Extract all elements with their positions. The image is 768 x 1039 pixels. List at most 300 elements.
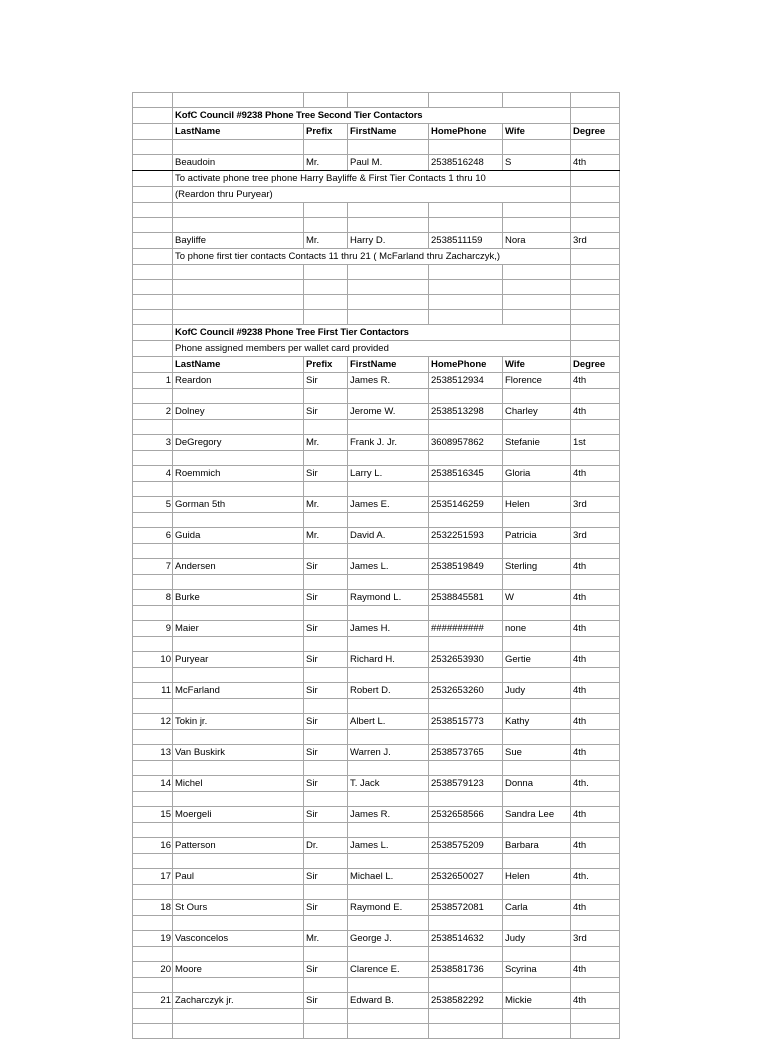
colhead-degree[interactable]: Degree bbox=[571, 357, 620, 373]
cell-last-name[interactable]: Paul bbox=[173, 869, 304, 885]
cell-home-phone[interactable]: 2532653930 bbox=[429, 652, 503, 668]
empty-cell[interactable] bbox=[133, 265, 173, 280]
empty-cell[interactable] bbox=[304, 947, 348, 962]
cell-wife[interactable]: Stefanie bbox=[503, 435, 571, 451]
empty-cell[interactable] bbox=[173, 606, 304, 621]
empty-cell[interactable] bbox=[348, 730, 429, 745]
cell-wife[interactable]: S bbox=[503, 155, 571, 171]
cell-home-phone[interactable]: 2538513298 bbox=[429, 404, 503, 420]
empty-cell[interactable] bbox=[571, 916, 620, 931]
empty-cell[interactable] bbox=[429, 947, 503, 962]
cell-first-name[interactable]: David A. bbox=[348, 528, 429, 544]
empty-cell[interactable] bbox=[348, 513, 429, 528]
cell-prefix[interactable]: Sir bbox=[304, 559, 348, 575]
cell-first-name[interactable]: James H. bbox=[348, 621, 429, 637]
empty-cell[interactable] bbox=[173, 792, 304, 807]
empty-cell[interactable] bbox=[173, 575, 304, 590]
empty-cell[interactable] bbox=[503, 389, 571, 404]
cell-last-name[interactable]: Vasconcelos bbox=[173, 931, 304, 947]
cell-wife[interactable]: Judy bbox=[503, 931, 571, 947]
empty-cell[interactable] bbox=[503, 854, 571, 869]
empty-cell[interactable] bbox=[503, 637, 571, 652]
cell-degree[interactable]: 4th bbox=[571, 714, 620, 730]
cell-degree[interactable]: 4th bbox=[571, 745, 620, 761]
empty-cell[interactable] bbox=[304, 792, 348, 807]
empty-cell[interactable] bbox=[304, 280, 348, 295]
empty-cell[interactable] bbox=[503, 978, 571, 993]
empty-cell[interactable] bbox=[571, 325, 620, 341]
empty-cell[interactable] bbox=[571, 1009, 620, 1024]
cell-degree[interactable]: 4th bbox=[571, 652, 620, 668]
cell-prefix[interactable]: Sir bbox=[304, 683, 348, 699]
empty-cell[interactable] bbox=[503, 1009, 571, 1024]
empty-cell[interactable] bbox=[133, 310, 173, 325]
cell-home-phone[interactable]: 2538519849 bbox=[429, 559, 503, 575]
cell-degree[interactable]: 3rd bbox=[571, 931, 620, 947]
empty-cell[interactable] bbox=[304, 916, 348, 931]
empty-cell[interactable] bbox=[571, 265, 620, 280]
empty-cell[interactable] bbox=[173, 1024, 304, 1039]
empty-cell[interactable] bbox=[304, 420, 348, 435]
empty-cell[interactable] bbox=[429, 451, 503, 466]
empty-cell[interactable] bbox=[571, 249, 620, 265]
cell-degree[interactable]: 3rd bbox=[571, 233, 620, 249]
empty-cell[interactable] bbox=[133, 280, 173, 295]
empty-cell[interactable] bbox=[503, 295, 571, 310]
cell-degree[interactable]: 4th bbox=[571, 683, 620, 699]
empty-cell[interactable] bbox=[304, 482, 348, 497]
cell-degree[interactable]: 4th. bbox=[571, 869, 620, 885]
row-number[interactable]: 17 bbox=[133, 869, 173, 885]
cell-degree[interactable]: 4th bbox=[571, 962, 620, 978]
row-number[interactable] bbox=[133, 233, 173, 249]
empty-cell[interactable] bbox=[503, 140, 571, 155]
cell-prefix[interactable]: Mr. bbox=[304, 155, 348, 171]
empty-cell[interactable] bbox=[571, 854, 620, 869]
empty-cell[interactable] bbox=[173, 451, 304, 466]
cell-last-name[interactable]: St Ours bbox=[173, 900, 304, 916]
cell-wife[interactable]: Gloria bbox=[503, 466, 571, 482]
empty-cell[interactable] bbox=[304, 295, 348, 310]
empty-cell[interactable] bbox=[348, 265, 429, 280]
cell-wife[interactable]: Helen bbox=[503, 497, 571, 513]
empty-cell[interactable] bbox=[429, 265, 503, 280]
empty-cell[interactable] bbox=[429, 544, 503, 559]
empty-cell[interactable] bbox=[133, 978, 173, 993]
empty-cell[interactable] bbox=[304, 978, 348, 993]
empty-cell[interactable] bbox=[133, 885, 173, 900]
cell-home-phone[interactable]: 2532650027 bbox=[429, 869, 503, 885]
empty-cell[interactable] bbox=[304, 218, 348, 233]
cell-wife[interactable]: Barbara bbox=[503, 838, 571, 854]
cell-home-phone[interactable]: 2538575209 bbox=[429, 838, 503, 854]
empty-cell[interactable] bbox=[429, 792, 503, 807]
cell-prefix[interactable]: Sir bbox=[304, 807, 348, 823]
cell-degree[interactable]: 4th bbox=[571, 807, 620, 823]
empty-cell[interactable] bbox=[503, 761, 571, 776]
empty-cell[interactable] bbox=[133, 1009, 173, 1024]
empty-cell[interactable] bbox=[304, 265, 348, 280]
empty-cell[interactable] bbox=[348, 606, 429, 621]
empty-cell[interactable] bbox=[503, 544, 571, 559]
cell-wife[interactable]: Florence bbox=[503, 373, 571, 389]
second-tier-note-1a[interactable]: To activate phone tree phone Harry Bayliffe & First Tier Contacts 1 thru 10 bbox=[173, 171, 571, 187]
cell-last-name[interactable]: Beaudoin bbox=[173, 155, 304, 171]
empty-cell[interactable] bbox=[304, 93, 348, 108]
empty-cell[interactable] bbox=[571, 885, 620, 900]
cell-last-name[interactable]: Patterson bbox=[173, 838, 304, 854]
cell-home-phone[interactable]: 3608957862 bbox=[429, 435, 503, 451]
empty-cell[interactable] bbox=[429, 823, 503, 838]
empty-cell[interactable] bbox=[173, 699, 304, 714]
cell-prefix[interactable]: Mr. bbox=[304, 497, 348, 513]
empty-cell[interactable] bbox=[133, 389, 173, 404]
empty-cell[interactable] bbox=[304, 637, 348, 652]
cell-first-name[interactable]: Richard H. bbox=[348, 652, 429, 668]
empty-cell[interactable] bbox=[348, 699, 429, 714]
cell-home-phone[interactable]: 2532653260 bbox=[429, 683, 503, 699]
cell-degree[interactable]: 4th bbox=[571, 559, 620, 575]
empty-cell[interactable] bbox=[133, 203, 173, 218]
empty-cell[interactable] bbox=[429, 1009, 503, 1024]
row-number[interactable]: 20 bbox=[133, 962, 173, 978]
cell-last-name[interactable]: Moore bbox=[173, 962, 304, 978]
empty-cell[interactable] bbox=[133, 637, 173, 652]
second-tier-note-2[interactable]: To phone first tier contacts Contacts 11 thru 21 ( McFarland thru Zacharczyk,) bbox=[173, 249, 571, 265]
empty-cell[interactable] bbox=[304, 854, 348, 869]
empty-cell[interactable] bbox=[173, 668, 304, 683]
empty-cell[interactable] bbox=[571, 140, 620, 155]
empty-cell[interactable] bbox=[133, 108, 173, 124]
cell-last-name[interactable]: Tokin jr. bbox=[173, 714, 304, 730]
empty-cell[interactable] bbox=[571, 792, 620, 807]
empty-cell[interactable] bbox=[173, 389, 304, 404]
empty-cell[interactable] bbox=[429, 606, 503, 621]
empty-cell[interactable] bbox=[571, 1024, 620, 1039]
empty-cell[interactable] bbox=[503, 513, 571, 528]
cell-last-name[interactable]: Guida bbox=[173, 528, 304, 544]
cell-first-name[interactable]: Frank J. Jr. bbox=[348, 435, 429, 451]
empty-cell[interactable] bbox=[348, 947, 429, 962]
empty-cell[interactable] bbox=[133, 916, 173, 931]
cell-home-phone[interactable]: 2532251593 bbox=[429, 528, 503, 544]
cell-last-name[interactable]: Zacharczyk jr. bbox=[173, 993, 304, 1009]
cell-degree[interactable]: 4th bbox=[571, 838, 620, 854]
empty-cell[interactable] bbox=[133, 171, 173, 187]
empty-cell[interactable] bbox=[348, 451, 429, 466]
cell-first-name[interactable]: Harry D. bbox=[348, 233, 429, 249]
cell-last-name[interactable]: McFarland bbox=[173, 683, 304, 699]
empty-cell[interactable] bbox=[133, 1024, 173, 1039]
colhead-wife[interactable]: Wife bbox=[503, 357, 571, 373]
colhead-first-name[interactable]: FirstName bbox=[348, 357, 429, 373]
empty-cell[interactable] bbox=[503, 575, 571, 590]
empty-cell[interactable] bbox=[348, 885, 429, 900]
empty-cell[interactable] bbox=[173, 295, 304, 310]
empty-cell[interactable] bbox=[348, 140, 429, 155]
cell-wife[interactable]: Scyrina bbox=[503, 962, 571, 978]
row-number[interactable]: 13 bbox=[133, 745, 173, 761]
cell-wife[interactable]: Helen bbox=[503, 869, 571, 885]
empty-cell[interactable] bbox=[173, 310, 304, 325]
second-tier-title[interactable]: KofC Council #9238 Phone Tree Second Tier Contactors bbox=[173, 108, 571, 124]
cell-first-name[interactable]: Jerome W. bbox=[348, 404, 429, 420]
colhead-number[interactable] bbox=[133, 357, 173, 373]
empty-cell[interactable] bbox=[133, 699, 173, 714]
empty-cell[interactable] bbox=[429, 730, 503, 745]
empty-cell[interactable] bbox=[173, 280, 304, 295]
cell-home-phone[interactable]: 2538572081 bbox=[429, 900, 503, 916]
empty-cell[interactable] bbox=[133, 451, 173, 466]
cell-first-name[interactable]: Clarence E. bbox=[348, 962, 429, 978]
empty-cell[interactable] bbox=[429, 761, 503, 776]
empty-cell[interactable] bbox=[133, 854, 173, 869]
empty-cell[interactable] bbox=[348, 668, 429, 683]
row-number[interactable]: 1 bbox=[133, 373, 173, 389]
cell-degree[interactable]: 4th bbox=[571, 621, 620, 637]
cell-wife[interactable]: Sterling bbox=[503, 559, 571, 575]
cell-prefix[interactable]: Sir bbox=[304, 373, 348, 389]
empty-cell[interactable] bbox=[503, 1024, 571, 1039]
empty-cell[interactable] bbox=[133, 249, 173, 265]
cell-home-phone[interactable]: 2538512934 bbox=[429, 373, 503, 389]
empty-cell[interactable] bbox=[133, 761, 173, 776]
cell-prefix[interactable]: Sir bbox=[304, 621, 348, 637]
cell-degree[interactable]: 4th bbox=[571, 404, 620, 420]
cell-last-name[interactable]: Andersen bbox=[173, 559, 304, 575]
empty-cell[interactable] bbox=[348, 295, 429, 310]
row-number[interactable]: 6 bbox=[133, 528, 173, 544]
empty-cell[interactable] bbox=[503, 792, 571, 807]
cell-prefix[interactable]: Sir bbox=[304, 714, 348, 730]
cell-last-name[interactable]: Gorman 5th bbox=[173, 497, 304, 513]
empty-cell[interactable] bbox=[571, 310, 620, 325]
cell-prefix[interactable]: Sir bbox=[304, 404, 348, 420]
empty-cell[interactable] bbox=[429, 916, 503, 931]
empty-cell[interactable] bbox=[173, 93, 304, 108]
cell-first-name[interactable]: Raymond L. bbox=[348, 590, 429, 606]
row-number[interactable]: 2 bbox=[133, 404, 173, 420]
cell-last-name[interactable]: DeGregory bbox=[173, 435, 304, 451]
row-number[interactable]: 3 bbox=[133, 435, 173, 451]
cell-last-name[interactable]: Roemmich bbox=[173, 466, 304, 482]
empty-cell[interactable] bbox=[571, 823, 620, 838]
cell-home-phone[interactable]: 2538573765 bbox=[429, 745, 503, 761]
cell-home-phone[interactable]: 2532658566 bbox=[429, 807, 503, 823]
cell-degree[interactable]: 4th. bbox=[571, 776, 620, 792]
empty-cell[interactable] bbox=[133, 325, 173, 341]
empty-cell[interactable] bbox=[571, 978, 620, 993]
cell-first-name[interactable]: James L. bbox=[348, 838, 429, 854]
cell-wife[interactable]: Gertie bbox=[503, 652, 571, 668]
cell-wife[interactable]: W bbox=[503, 590, 571, 606]
colhead-home-phone[interactable]: HomePhone bbox=[429, 124, 503, 140]
empty-cell[interactable] bbox=[429, 482, 503, 497]
empty-cell[interactable] bbox=[133, 575, 173, 590]
empty-cell[interactable] bbox=[571, 187, 620, 203]
row-number[interactable]: 5 bbox=[133, 497, 173, 513]
empty-cell[interactable] bbox=[503, 916, 571, 931]
cell-prefix[interactable]: Mr. bbox=[304, 233, 348, 249]
empty-cell[interactable] bbox=[173, 947, 304, 962]
cell-wife[interactable]: Kathy bbox=[503, 714, 571, 730]
empty-cell[interactable] bbox=[304, 668, 348, 683]
cell-first-name[interactable]: T. Jack bbox=[348, 776, 429, 792]
cell-last-name[interactable]: Dolney bbox=[173, 404, 304, 420]
cell-home-phone[interactable]: 2538514632 bbox=[429, 931, 503, 947]
colhead-wife[interactable]: Wife bbox=[503, 124, 571, 140]
cell-wife[interactable]: Carla bbox=[503, 900, 571, 916]
empty-cell[interactable] bbox=[304, 544, 348, 559]
cell-first-name[interactable]: Robert D. bbox=[348, 683, 429, 699]
empty-cell[interactable] bbox=[571, 93, 620, 108]
empty-cell[interactable] bbox=[304, 730, 348, 745]
cell-home-phone[interactable]: 2538516248 bbox=[429, 155, 503, 171]
empty-cell[interactable] bbox=[429, 310, 503, 325]
cell-prefix[interactable]: Sir bbox=[304, 652, 348, 668]
empty-cell[interactable] bbox=[503, 280, 571, 295]
empty-cell[interactable] bbox=[348, 310, 429, 325]
cell-home-phone[interactable]: 2535146259 bbox=[429, 497, 503, 513]
row-number[interactable]: 11 bbox=[133, 683, 173, 699]
row-number[interactable]: 4 bbox=[133, 466, 173, 482]
cell-degree[interactable]: 4th bbox=[571, 900, 620, 916]
empty-cell[interactable] bbox=[571, 544, 620, 559]
empty-cell[interactable] bbox=[429, 280, 503, 295]
row-number[interactable]: 14 bbox=[133, 776, 173, 792]
empty-cell[interactable] bbox=[133, 295, 173, 310]
empty-cell[interactable] bbox=[304, 606, 348, 621]
cell-home-phone[interactable]: 2538516345 bbox=[429, 466, 503, 482]
empty-cell[interactable] bbox=[429, 637, 503, 652]
empty-cell[interactable] bbox=[429, 854, 503, 869]
cell-prefix[interactable]: Dr. bbox=[304, 838, 348, 854]
cell-first-name[interactable]: James R. bbox=[348, 807, 429, 823]
row-number[interactable]: 9 bbox=[133, 621, 173, 637]
cell-last-name[interactable]: Burke bbox=[173, 590, 304, 606]
empty-cell[interactable] bbox=[304, 885, 348, 900]
row-number[interactable]: 10 bbox=[133, 652, 173, 668]
row-number[interactable]: 21 bbox=[133, 993, 173, 1009]
empty-cell[interactable] bbox=[348, 978, 429, 993]
empty-cell[interactable] bbox=[304, 761, 348, 776]
empty-cell[interactable] bbox=[503, 668, 571, 683]
cell-wife[interactable]: Nora bbox=[503, 233, 571, 249]
cell-wife[interactable]: Charley bbox=[503, 404, 571, 420]
empty-cell[interactable] bbox=[429, 218, 503, 233]
second-tier-note-1b[interactable]: (Reardon thru Puryear) bbox=[173, 187, 571, 203]
cell-last-name[interactable]: Bayliffe bbox=[173, 233, 304, 249]
empty-cell[interactable] bbox=[571, 761, 620, 776]
cell-last-name[interactable]: Reardon bbox=[173, 373, 304, 389]
empty-cell[interactable] bbox=[304, 575, 348, 590]
empty-cell[interactable] bbox=[304, 140, 348, 155]
empty-cell[interactable] bbox=[348, 575, 429, 590]
empty-cell[interactable] bbox=[304, 203, 348, 218]
cell-wife[interactable]: Patricia bbox=[503, 528, 571, 544]
cell-prefix[interactable]: Sir bbox=[304, 745, 348, 761]
empty-cell[interactable] bbox=[304, 1009, 348, 1024]
cell-prefix[interactable]: Sir bbox=[304, 869, 348, 885]
empty-cell[interactable] bbox=[429, 140, 503, 155]
empty-cell[interactable] bbox=[173, 420, 304, 435]
colhead-prefix[interactable]: Prefix bbox=[304, 124, 348, 140]
empty-cell[interactable] bbox=[503, 451, 571, 466]
cell-first-name[interactable]: Paul M. bbox=[348, 155, 429, 171]
empty-cell[interactable] bbox=[133, 341, 173, 357]
empty-cell[interactable] bbox=[133, 420, 173, 435]
cell-wife[interactable]: Mickie bbox=[503, 993, 571, 1009]
cell-first-name[interactable]: Larry L. bbox=[348, 466, 429, 482]
empty-cell[interactable] bbox=[429, 885, 503, 900]
cell-wife[interactable]: Sandra Lee bbox=[503, 807, 571, 823]
empty-cell[interactable] bbox=[304, 699, 348, 714]
cell-wife[interactable]: Sue bbox=[503, 745, 571, 761]
empty-cell[interactable] bbox=[348, 389, 429, 404]
empty-cell[interactable] bbox=[348, 203, 429, 218]
empty-cell[interactable] bbox=[173, 916, 304, 931]
cell-prefix[interactable]: Sir bbox=[304, 900, 348, 916]
empty-cell[interactable] bbox=[503, 310, 571, 325]
cell-degree[interactable]: 3rd bbox=[571, 497, 620, 513]
empty-cell[interactable] bbox=[173, 823, 304, 838]
cell-first-name[interactable]: Raymond E. bbox=[348, 900, 429, 916]
empty-cell[interactable] bbox=[429, 203, 503, 218]
empty-cell[interactable] bbox=[571, 668, 620, 683]
cell-last-name[interactable]: Michel bbox=[173, 776, 304, 792]
empty-cell[interactable] bbox=[503, 730, 571, 745]
empty-cell[interactable] bbox=[348, 280, 429, 295]
empty-cell[interactable] bbox=[348, 854, 429, 869]
empty-cell[interactable] bbox=[503, 420, 571, 435]
colhead-prefix[interactable]: Prefix bbox=[304, 357, 348, 373]
empty-cell[interactable] bbox=[503, 218, 571, 233]
cell-last-name[interactable]: Moergeli bbox=[173, 807, 304, 823]
empty-cell[interactable] bbox=[503, 699, 571, 714]
empty-cell[interactable] bbox=[429, 513, 503, 528]
empty-cell[interactable] bbox=[348, 218, 429, 233]
empty-cell[interactable] bbox=[571, 280, 620, 295]
empty-cell[interactable] bbox=[503, 823, 571, 838]
empty-cell[interactable] bbox=[571, 218, 620, 233]
row-number[interactable] bbox=[133, 155, 173, 171]
empty-cell[interactable] bbox=[348, 761, 429, 776]
empty-cell[interactable] bbox=[429, 575, 503, 590]
cell-prefix[interactable]: Sir bbox=[304, 962, 348, 978]
cell-prefix[interactable]: Mr. bbox=[304, 528, 348, 544]
cell-first-name[interactable]: Warren J. bbox=[348, 745, 429, 761]
cell-degree[interactable]: 1st bbox=[571, 435, 620, 451]
empty-cell[interactable] bbox=[571, 730, 620, 745]
cell-last-name[interactable]: Van Buskirk bbox=[173, 745, 304, 761]
empty-cell[interactable] bbox=[133, 668, 173, 683]
empty-cell[interactable] bbox=[304, 451, 348, 466]
colhead-number[interactable] bbox=[133, 124, 173, 140]
empty-cell[interactable] bbox=[133, 187, 173, 203]
row-number[interactable]: 16 bbox=[133, 838, 173, 854]
empty-cell[interactable] bbox=[348, 420, 429, 435]
first-tier-subtitle[interactable]: Phone assigned members per wallet card provided bbox=[173, 341, 571, 357]
empty-cell[interactable] bbox=[429, 295, 503, 310]
cell-first-name[interactable]: Edward B. bbox=[348, 993, 429, 1009]
empty-cell[interactable] bbox=[429, 1024, 503, 1039]
cell-degree[interactable]: 4th bbox=[571, 466, 620, 482]
empty-cell[interactable] bbox=[348, 637, 429, 652]
empty-cell[interactable] bbox=[348, 544, 429, 559]
empty-cell[interactable] bbox=[304, 1024, 348, 1039]
empty-cell[interactable] bbox=[503, 606, 571, 621]
empty-cell[interactable] bbox=[571, 637, 620, 652]
